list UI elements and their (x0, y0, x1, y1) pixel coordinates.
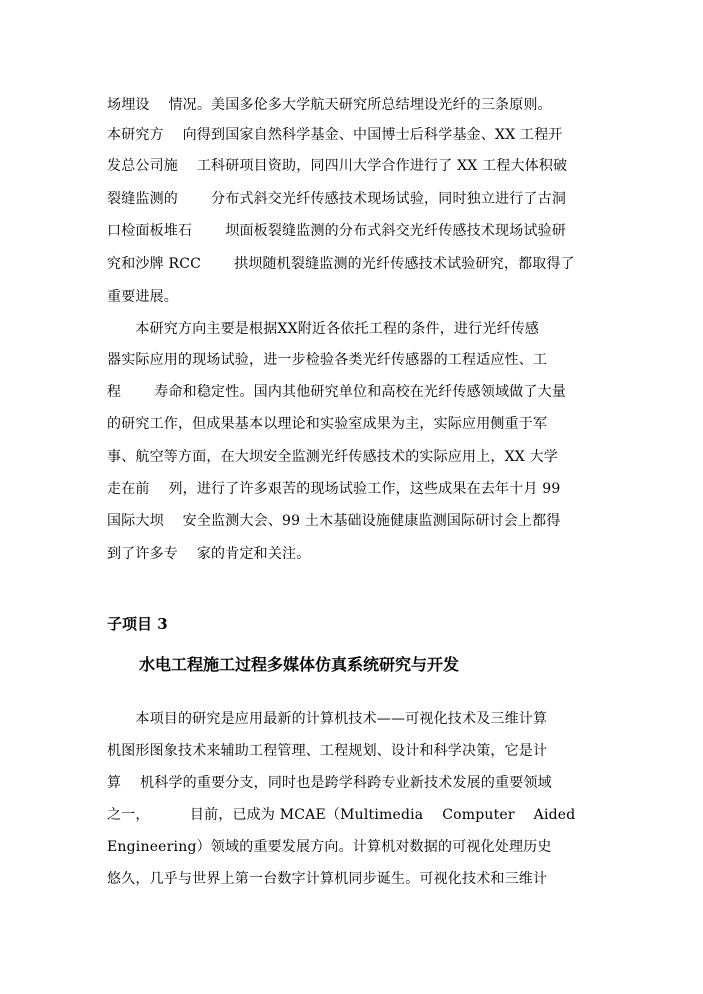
paragraph-2-line-4: 的研究工作，但成果基本以理论和实验室成果为主，实际应用侧重于军 (107, 416, 548, 432)
subproject-title: 水电工程施工过程多媒体仿真系统研究与开发 (139, 655, 460, 674)
paragraph-1-line-7: 重要进展。 (107, 289, 178, 305)
paragraph-2-line-3: 程 寿命和稳定性。国内其他研究单位和高校在光纤传感领域做了大量 (107, 384, 567, 400)
paragraph-1-line-1: 场埋设 情况。美国多伦多大学航天研究所总结埋设光纤的三条原则。 (107, 97, 552, 113)
paragraph-2-line-2: 器实际应用的现场试验，进一步检验各类光纤传感器的工程适应性、工 (107, 352, 548, 368)
paragraph-3-line-5: Engineering）领域的重要发展方向。计算机对数据的可视化处理历史 (107, 839, 552, 855)
paragraph-1-line-5: 口检面板堆石 坝面板裂缝监测的分布式斜交光纤传感技术现场试验研 (107, 223, 567, 239)
paragraph-3-line-4: 之一， 目前，已成为 MCAE（Multimedia Computer Aided (107, 807, 576, 823)
paragraph-1-line-4: 裂缝监测的 分布式斜交光纤传感技术现场试验，同时独立进行了古洞 (107, 191, 567, 207)
paragraph-3-line-6: 悠久，几乎与世界上第一台数字计算机同步诞生。可视化技术和三维计 (107, 871, 548, 887)
paragraph-2-line-7: 国际大坝 安全监测大会、99 土木基础设施健康监测国际研讨会上都得 (107, 513, 561, 529)
paragraph-2-line-8: 到了许多专 家的肯定和关注。 (107, 546, 311, 562)
paragraph-1-line-6: 究和沙牌 RCC 拱坝随机裂缝监测的光纤传感技术试验研究，都取得了 (107, 256, 575, 272)
paragraph-3-line-2: 机图形图象技术来辅助工程管理、工程规划、设计和科学决策，它是计 (107, 743, 548, 759)
paragraph-3-line-3: 算 机科学的重要分支，同时也是跨学科跨专业新技术发展的重要领域 (107, 775, 552, 791)
paragraph-1-line-3: 发总公司施 工科研项目资助，同四川大学合作进行了 XX 工程大体积破 (107, 158, 568, 174)
paragraph-2-line-5: 事、航空等方面，在大坝安全监测光纤传感技术的实际应用上，XX 大学 (107, 449, 558, 465)
paragraph-2-line-1: 本研究方向主要是根据XX附近各依托工程的条件，进行光纤传感 (107, 321, 540, 337)
paragraph-3-line-1: 本项目的研究是应用最新的计算机技术——可视化技术及三维计算 (107, 711, 548, 727)
paragraph-2-line-6: 走在前 列，进行了许多艰苦的现场试验工作，这些成果在去年十月 99 (107, 481, 561, 497)
paragraph-1-line-2: 本研究方 向得到国家自然科学基金、中国博士后科学基金、XX 工程开 (107, 127, 563, 143)
subproject-heading: 子项目 3 (107, 615, 168, 633)
